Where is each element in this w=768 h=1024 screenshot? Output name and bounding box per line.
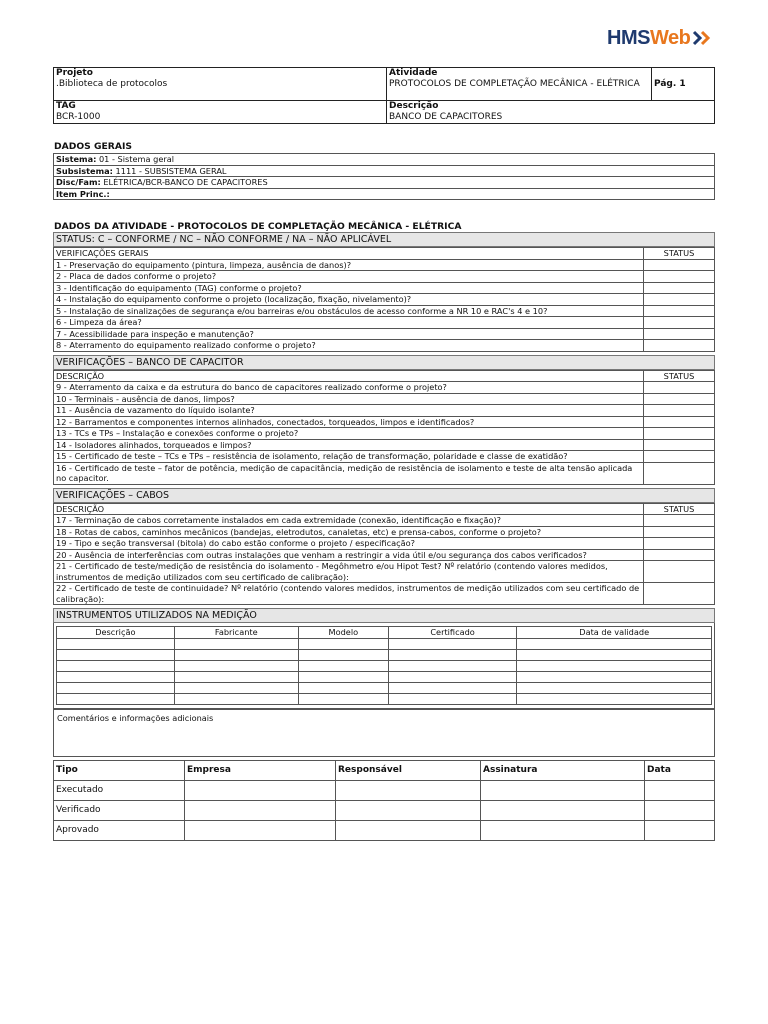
col-data: Data xyxy=(645,761,715,781)
status-cell[interactable] xyxy=(644,317,715,329)
descricao-col-header: DESCRIÇÃO xyxy=(54,503,644,515)
check-item: 1 - Preservação do equipamento (pintura, limpeza, ausência de danos)? xyxy=(54,259,644,271)
status-cell[interactable] xyxy=(644,549,715,561)
status-cell[interactable] xyxy=(644,451,715,463)
header-box xyxy=(53,67,715,124)
projeto-cell xyxy=(54,68,387,101)
instrumentos-frame xyxy=(53,623,715,709)
check-item: 15 - Certificado de teste – TCs e TPs – resistência de isolamento, relação de transformação, polaridade e classe de exatidão? xyxy=(54,451,644,463)
double-chevron-icon xyxy=(692,30,714,46)
atividade-title: DADOS DA ATIVIDADE - PROTOCOLOS DE COMPLETAÇÃO MECÂNICA - ELÉTRICA xyxy=(54,221,462,232)
status-cell[interactable] xyxy=(644,428,715,440)
instr-col-validade: Data de validade xyxy=(517,627,712,639)
descricao-label: Descrição xyxy=(389,101,439,111)
status-cell[interactable] xyxy=(644,305,715,317)
status-cell[interactable] xyxy=(644,282,715,294)
check-item: 10 - Terminais - ausência de danos, limpos? xyxy=(54,393,644,405)
status-cell[interactable] xyxy=(644,340,715,352)
verificacoes-gerais-table xyxy=(53,247,715,352)
tag-cell xyxy=(54,101,387,124)
check-item: 16 - Certificado de teste – fator de potência, medição de capacitância, medição de resistência de isolamento e teste de alta tensão aplicada no capacitor. xyxy=(54,462,644,484)
check-item: 9 - Aterramento da caixa e da estrutura do banco de capacitores realizado conforme o projeto? xyxy=(54,382,644,394)
status-cell[interactable] xyxy=(644,294,715,306)
status-legend-bar: STATUS: C – CONFORME / NC – NÃO CONFORME / NA – NÃO APLICÁVEL xyxy=(53,232,715,247)
status-cell[interactable] xyxy=(644,561,715,583)
tag-value: BCR-1000 xyxy=(56,111,101,122)
status-cell[interactable] xyxy=(644,462,715,484)
dados-gerais-title: DADOS GERAIS xyxy=(54,141,133,152)
check-item: 21 - Certificado de teste/medição de resistência do isolamento - Megôhmetro e/ou Hipot Test? Nº relatório (contendo valores medidos, instrumentos de medição utilizados com seu certificado de calibração): xyxy=(54,561,644,583)
comentarios-box[interactable] xyxy=(53,709,715,757)
check-item: 4 - Instalação do equipamento conforme o projeto (localização, fixação, nivelamento)? xyxy=(54,294,644,306)
status-cell[interactable] xyxy=(644,328,715,340)
sistema-value: 01 - Sistema geral xyxy=(96,154,175,164)
check-item: 22 - Certificado de teste de continuidade? Nº relatório (contendo valores medidos, instrumentos de medição utilizados com seu certificado de calibração): xyxy=(54,583,644,605)
status-col-header: STATUS xyxy=(644,248,715,260)
cabos-bar: VERIFICAÇÕES – CABOS xyxy=(53,488,715,503)
check-item: 6 - Limpeza da área? xyxy=(54,317,644,329)
atividade-value: PROTOCOLOS DE COMPLETAÇÃO MECÂNICA - ELÉTRICA xyxy=(389,78,640,89)
subsistema-label: Subsistema: xyxy=(56,165,113,176)
check-item: 19 - Tipo e seção transversal (bitola) do cabo estão conforme o projeto / especificação? xyxy=(54,538,644,550)
status-cell[interactable] xyxy=(644,416,715,428)
logo-hms: HMS xyxy=(607,26,650,49)
status-cell[interactable] xyxy=(644,382,715,394)
assinaturas-box xyxy=(53,760,715,841)
instr-col-fabricante: Fabricante xyxy=(174,627,298,639)
tag-label: TAG xyxy=(56,101,76,111)
atividade-cell xyxy=(387,68,652,101)
check-item: 5 - Instalação de sinalizações de segurança e/ou barreiras e/ou obstáculos de acesso conforme a NR 10 e RAC's 4 e 10? xyxy=(54,305,644,317)
status-cell[interactable] xyxy=(644,515,715,527)
status-cell[interactable] xyxy=(644,259,715,271)
hmsweb-logo xyxy=(607,26,714,50)
status-cell[interactable] xyxy=(644,439,715,451)
check-item: 17 - Terminação de cabos corretamente instalados em cada extremidade (conexão, identificação e fixação)? xyxy=(54,515,644,527)
check-item: 3 - Identificação do equipamento (TAG) conforme o projeto? xyxy=(54,282,644,294)
subsistema-value: 1111 - SUBSISTEMA GERAL xyxy=(112,165,227,176)
discfam-value: ELÉTRICA/BCR-BANCO DE CAPACITORES xyxy=(100,177,268,187)
tipo-aprovado: Aprovado xyxy=(54,821,185,841)
banco-capacitor-bar: VERIFICAÇÕES – BANCO DE CAPACITOR xyxy=(53,355,715,370)
dados-gerais-table xyxy=(53,153,715,200)
status-cell[interactable] xyxy=(644,583,715,605)
instrumentos-table xyxy=(56,626,712,705)
instr-col-modelo: Modelo xyxy=(298,627,388,639)
tipo-verificado: Verificado xyxy=(54,801,185,821)
descricao-cell xyxy=(387,101,715,124)
check-item: 20 - Ausência de interferências com outras instalações que venham a restringir a vida útil e/ou segurança dos cabos verificados? xyxy=(54,549,644,561)
instr-row xyxy=(57,638,712,649)
projeto-label: Projeto xyxy=(56,68,93,78)
check-item: 14 - Isoladores alinhados, torqueados e limpos? xyxy=(54,439,644,451)
instr-row xyxy=(57,682,712,693)
status-cell[interactable] xyxy=(644,526,715,538)
col-assinatura: Assinatura xyxy=(481,761,645,781)
col-tipo: Tipo xyxy=(54,761,185,781)
check-item: 7 - Acessibilidade para inspeção e manutenção? xyxy=(54,328,644,340)
banco-capacitor-table xyxy=(53,370,715,485)
status-cell[interactable] xyxy=(644,538,715,550)
projeto-value: .Biblioteca de protocolos xyxy=(56,78,168,89)
atividade-box xyxy=(53,232,715,757)
item-princ-label: Item Princ.: xyxy=(56,188,110,199)
descricao-col-header: DESCRIÇÃO xyxy=(54,370,644,382)
col-empresa: Empresa xyxy=(185,761,336,781)
check-item: 8 - Aterramento do equipamento realizado conforme o projeto? xyxy=(54,340,644,352)
status-col-header: STATUS xyxy=(644,370,715,382)
check-item: 11 - Ausência de vazamento do líquido isolante? xyxy=(54,405,644,417)
instrumentos-bar: INSTRUMENTOS UTILIZADOS NA MEDIÇÃO xyxy=(53,608,715,623)
check-item: 2 - Placa de dados conforme o projeto? xyxy=(54,271,644,283)
comentarios-label: Comentários e informações adicionais xyxy=(57,712,214,723)
status-col-header: STATUS xyxy=(644,503,715,515)
status-cell[interactable] xyxy=(644,393,715,405)
check-item: 18 - Rotas de cabos, caminhos mecânicos (bandejas, eletrodutos, canaletas, etc) e prensa-cabos, conforme o projeto? xyxy=(54,526,644,538)
instr-col-descricao: Descrição xyxy=(57,627,175,639)
assinaturas-table xyxy=(53,760,715,841)
discfam-label: Disc/Fam: xyxy=(56,177,101,187)
cabos-table xyxy=(53,503,715,606)
gerais-header: VERIFICAÇÕES GERAIS xyxy=(54,248,644,260)
tipo-executado: Executado xyxy=(54,781,185,801)
check-item: 13 - TCs e TPs – Instalação e conexões conforme o projeto? xyxy=(54,428,644,440)
logo-web: Web xyxy=(649,26,691,49)
status-cell[interactable] xyxy=(644,405,715,417)
atividade-label: Atividade xyxy=(389,68,438,78)
instr-row xyxy=(57,693,712,704)
instr-col-certificado: Certificado xyxy=(388,627,517,639)
check-item: 12 - Barramentos e componentes internos alinhados, conectados, torqueados, limpos e identificados? xyxy=(54,416,644,428)
page-number: Pág. 1 xyxy=(652,68,715,101)
instr-row xyxy=(57,671,712,682)
dados-gerais-box xyxy=(53,153,715,200)
instr-row xyxy=(57,660,712,671)
instr-row xyxy=(57,649,712,660)
descricao-value: BANCO DE CAPACITORES xyxy=(389,111,503,122)
status-cell[interactable] xyxy=(644,271,715,283)
sistema-label: Sistema: xyxy=(56,154,97,164)
col-responsavel: Responsável xyxy=(336,761,481,781)
